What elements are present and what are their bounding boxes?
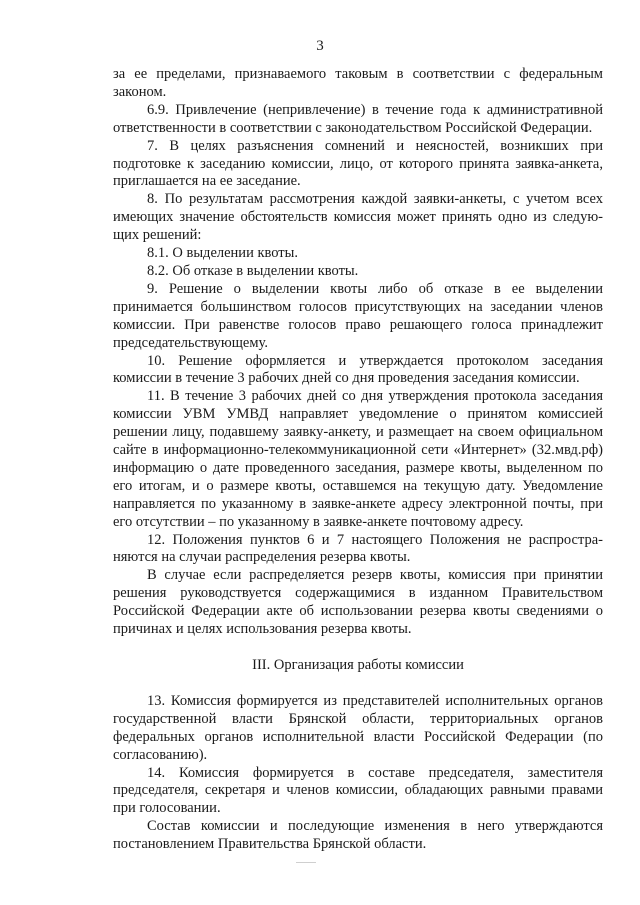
paragraph-6-9: 6.9. Привлечение (непривлечение) в течение года к административной ответственности в соответствии с законодательством Российской Федерации.	[113, 101, 603, 136]
paragraph-12: 12. Положения пунктов 6 и 7 настоящего Положения не распространяются на случаи распределения резерва квоты.	[113, 531, 603, 566]
paragraph-reserve-quota: В случае если распределяется резерв квоты, комиссия при принятии решения руководствуется содержащимися в изданном Правительством Российской Федерации акте об использовании резерва квоты сведениями о причинах и целях использования резерва квоты.	[113, 567, 603, 638]
paragraph-13: 13. Комиссия формируется из представителей исполнительных органов государственной власти Брянской области, территориальных органов федеральных органов исполнительной власти Российской Федерации (по согласованию).	[113, 692, 603, 763]
paragraph-8: 8. По результатам рассмотрения каждой заявки-анкеты, с учетом всех имеющих значение обстоятельств комиссия может принять одно из следующих решений:	[113, 191, 603, 244]
page-number: 3	[316, 38, 324, 54]
paragraph-continuation: за ее пределами, признаваемого таковым в соответствии с федеральным законом.	[113, 66, 603, 100]
section-heading: III. Организация работы комиссии	[252, 657, 464, 673]
paragraph-8-1: 8.1. О выделении квоты.	[147, 245, 299, 262]
document-body	[113, 66, 603, 854]
paragraph-8-2: 8.2. Об отказе в выделении квоты.	[147, 262, 359, 279]
paragraph-7: 7. В целях разъяснения сомнений и неясностей, возникших при подготовке к заседанию комиссии, лицо, от которого принята заявка-анкета, приглашается на ее заседание.	[113, 137, 603, 190]
paragraph-11: 11. В течение 3 рабочих дней со дня утверждения протокола заседания комиссии УВМ УМВД направляет уведомление о принятом комиссией решении лицу, подавшему заявку-анкету, и размещает на своем официальном сайте в информационно-телекоммуникационной сети «Интернет» (32.мвд.рф) информацию о дате проведенного заседания, размере квоты, выделенном по его итогам, и о размере квоты, оставшемся на текущую дату. Уведомление направляется по указанному в заявке-анкете адресу электронной почты, при его отсутствии – по указанному в заявке-анкете почтовому адресу.	[113, 388, 603, 530]
scan-mark	[296, 862, 316, 863]
paragraph-9: 9. Решение о выделении квоты либо об отказе в ее выделении принимается большинством голосов присутствующих на заседании членов комиссии. При равенстве голосов право решающего голоса принадлежит председательствующему.	[113, 280, 603, 351]
paragraph-composition: Состав комиссии и последующие изменения в него утверждаются постановлением Правительства Брянской области.	[113, 818, 603, 853]
paragraph-10: 10. Решение оформляется и утверждается протоколом заседания комиссии в течение 3 рабочих дней со дня проведения заседания комиссии.	[113, 352, 603, 387]
paragraph-14: 14. Комиссия формируется в составе председателя, заместителя председателя, секретаря и членов комиссии, обладающих равными правами при голосовании.	[113, 764, 603, 817]
